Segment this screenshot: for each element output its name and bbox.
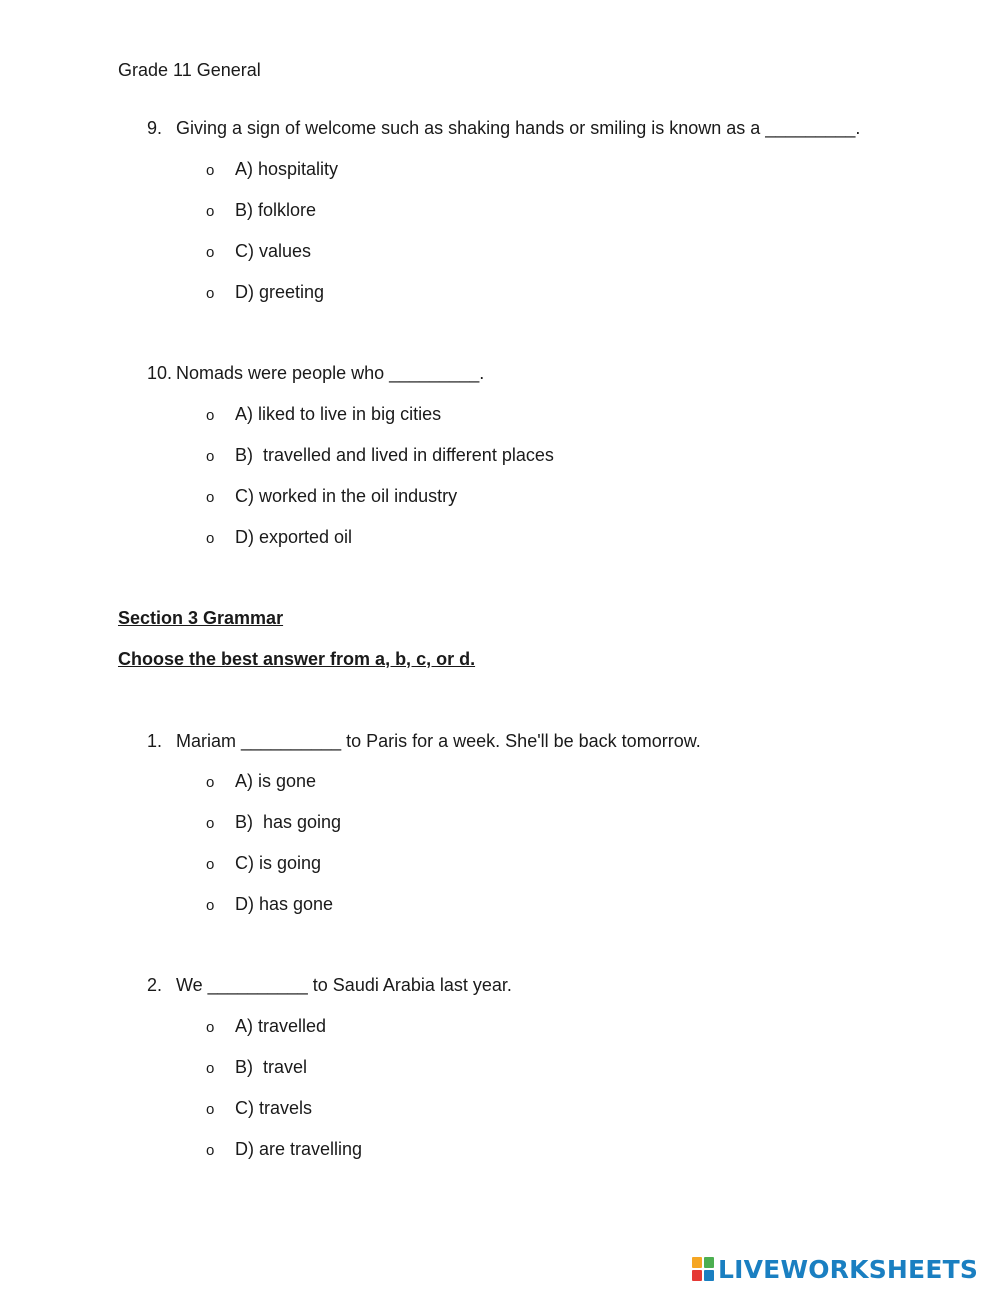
bullet-icon: o: [206, 407, 215, 424]
bullet-icon: o: [206, 203, 215, 220]
bullet-icon: o: [206, 489, 215, 506]
logo-square: [704, 1257, 714, 1268]
option-d[interactable]: [206, 527, 352, 548]
option-a[interactable]: [206, 771, 316, 792]
option-text: D) greeting: [235, 282, 325, 302]
option-text: B) folklore: [235, 200, 317, 220]
option-text: B) travel: [235, 1057, 308, 1077]
bullet-icon: o: [206, 1019, 215, 1036]
bullet-icon: o: [206, 530, 215, 547]
page-header: Grade 11 General: [118, 60, 261, 80]
option-d[interactable]: [206, 282, 324, 303]
bullet-icon: o: [206, 1101, 215, 1118]
option-a[interactable]: [206, 159, 338, 180]
option-text: C) travels: [235, 1098, 313, 1118]
option-b[interactable]: [206, 812, 341, 833]
bullet-icon: o: [206, 815, 215, 832]
question-number: 10.: [147, 363, 173, 383]
option-b[interactable]: [206, 200, 316, 221]
bullet-icon: o: [206, 897, 215, 914]
option-text: C) values: [235, 241, 312, 261]
logo-square: [692, 1257, 702, 1268]
option-text: D) exported oil: [235, 527, 353, 547]
question-number: 2.: [147, 975, 163, 995]
liveworksheets-logo: [692, 1254, 978, 1284]
question-text: Nomads were people who _________.: [176, 363, 485, 383]
logo-text: LIVEWORKSHEETS: [718, 1254, 979, 1284]
question-text: We __________ to Saudi Arabia last year.: [176, 975, 512, 995]
question-number: 9.: [147, 118, 163, 138]
question-10: [147, 363, 484, 384]
bullet-icon: o: [206, 856, 215, 873]
option-text: A) liked to live in big cities: [235, 404, 442, 424]
logo-square: [692, 1270, 702, 1281]
bullet-icon: o: [206, 285, 215, 302]
option-text: D) are travelling: [235, 1139, 363, 1159]
option-text: A) travelled: [235, 1016, 327, 1036]
option-d[interactable]: [206, 894, 333, 915]
option-d[interactable]: [206, 1139, 362, 1160]
option-text: C) is going: [235, 853, 322, 873]
section-instruction: Choose the best answer from a, b, c, or d.: [118, 649, 476, 669]
option-text: A) is gone: [235, 771, 317, 791]
bullet-icon: o: [206, 448, 215, 465]
question-9: [147, 118, 860, 139]
question-text: Mariam __________ to Paris for a week. She'll be back tomorrow.: [176, 731, 701, 751]
option-b[interactable]: [206, 1057, 307, 1078]
question-text: Giving a sign of welcome such as shaking hands or smiling is known as a _________.: [176, 118, 861, 138]
bullet-icon: o: [206, 1060, 215, 1077]
option-c[interactable]: [206, 486, 457, 507]
logo-square: [704, 1270, 714, 1281]
option-a[interactable]: [206, 1016, 326, 1037]
option-text: A) hospitality: [235, 159, 339, 179]
section-title: Section 3 Grammar: [118, 608, 284, 628]
option-a[interactable]: [206, 404, 441, 425]
option-text: D) has gone: [235, 894, 334, 914]
bullet-icon: o: [206, 162, 215, 179]
logo-mark-icon: [692, 1257, 714, 1281]
bullet-icon: o: [206, 774, 215, 791]
option-text: B) travelled and lived in different places: [235, 445, 554, 465]
question-1: [147, 731, 701, 752]
option-b[interactable]: [206, 445, 554, 466]
option-text: B) has going: [235, 812, 342, 832]
question-2: [147, 975, 512, 996]
option-c[interactable]: [206, 1098, 312, 1119]
question-number: 1.: [147, 731, 163, 751]
option-c[interactable]: [206, 241, 311, 262]
bullet-icon: o: [206, 1142, 215, 1159]
bullet-icon: o: [206, 244, 215, 261]
option-c[interactable]: [206, 853, 321, 874]
option-text: C) worked in the oil industry: [235, 486, 458, 506]
